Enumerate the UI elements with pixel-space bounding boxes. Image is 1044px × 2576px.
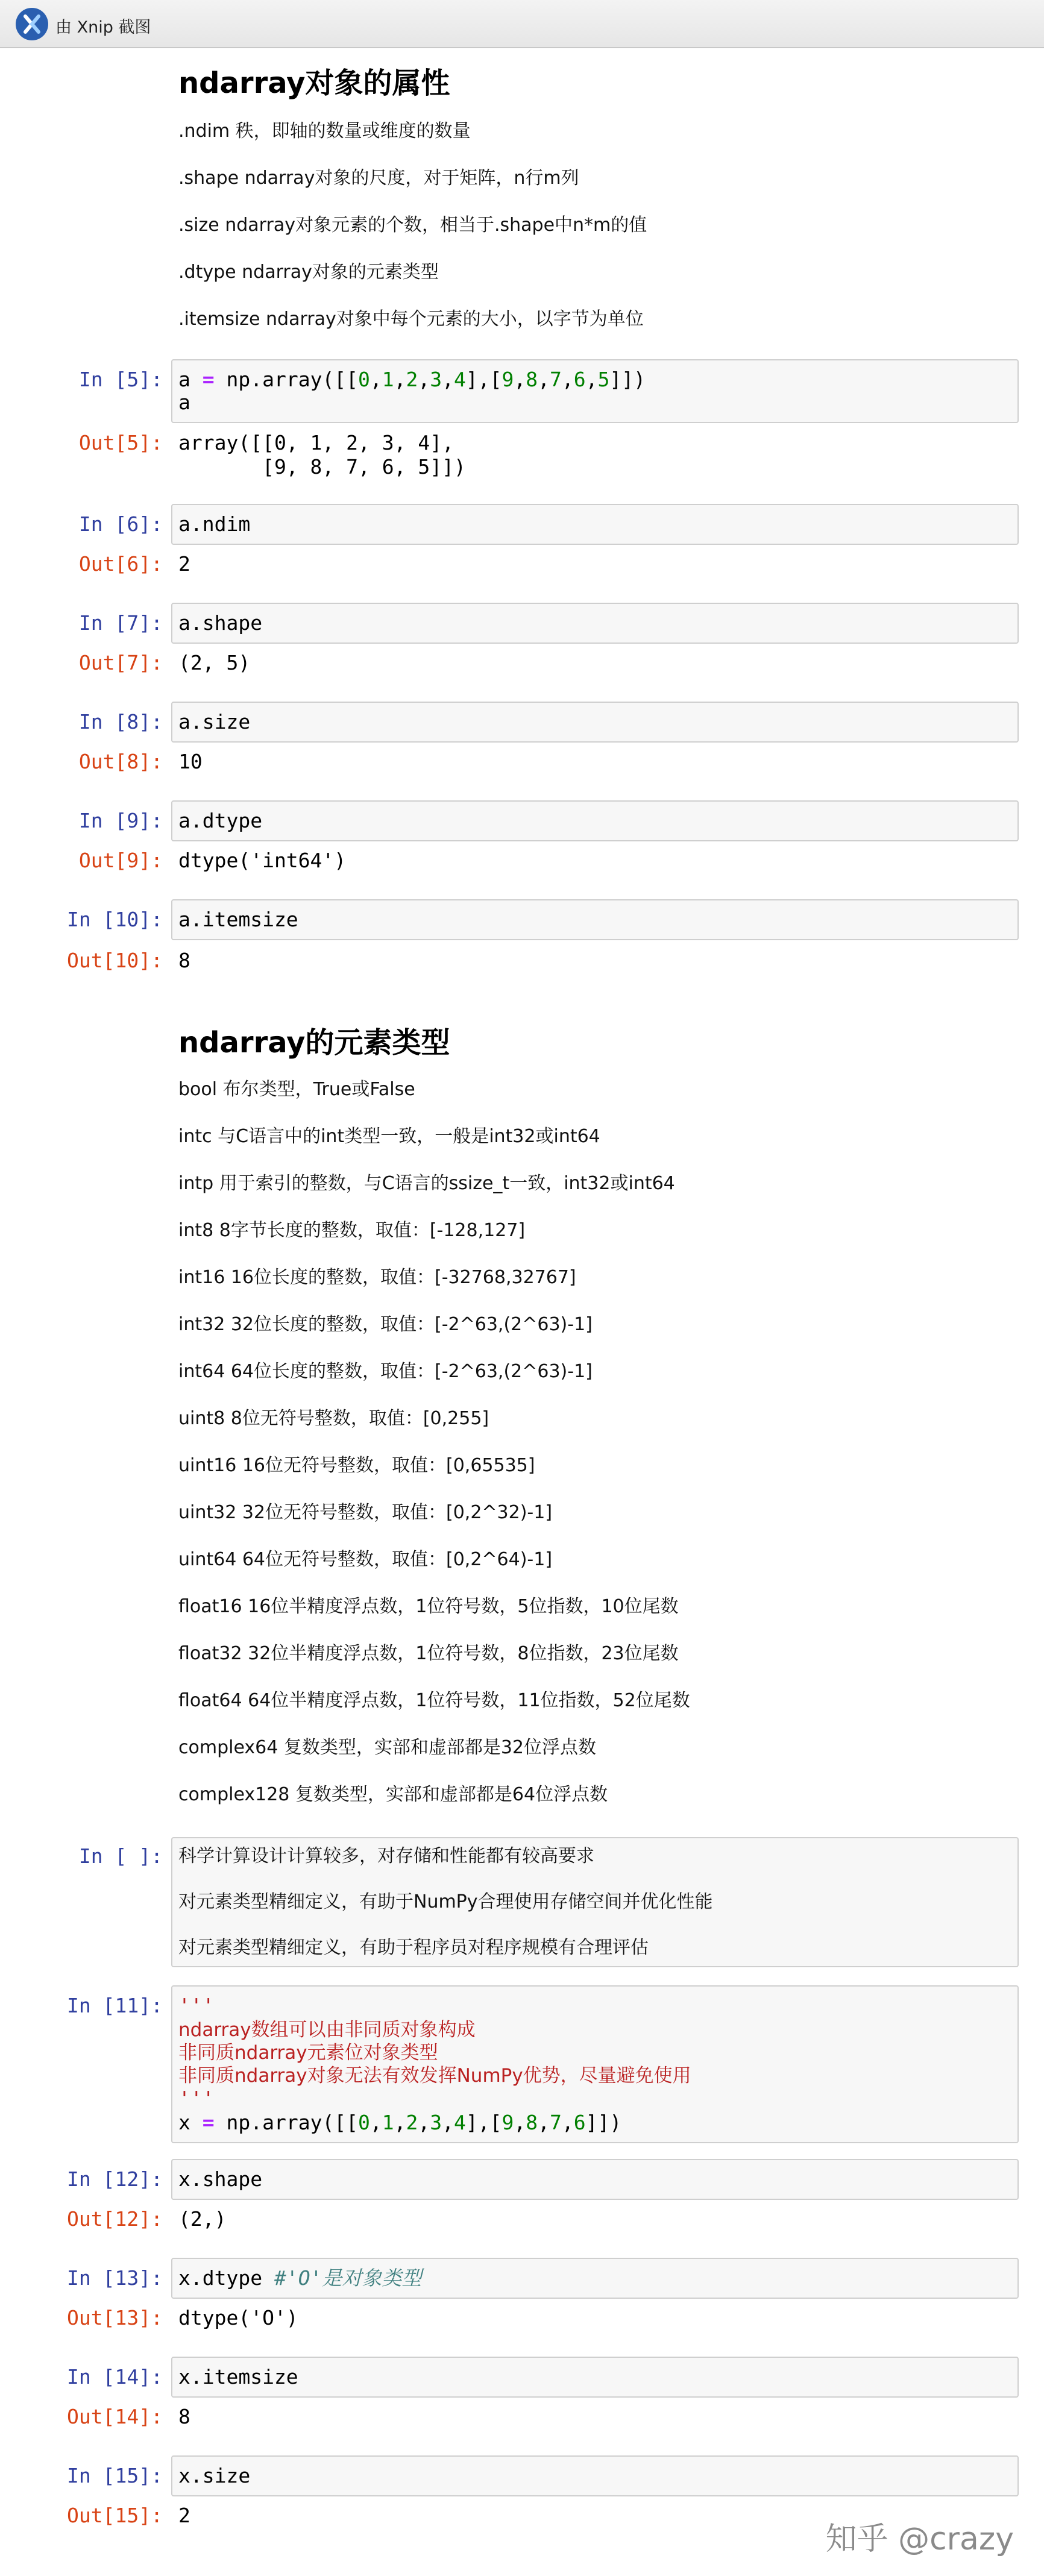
cell-output: dtype('O') bbox=[178, 2306, 298, 2329]
cell-output: (2,) bbox=[178, 2207, 227, 2231]
input-prompt: In [5]: bbox=[78, 368, 163, 391]
output-prompt: Out[13]: bbox=[67, 2306, 163, 2329]
input-prompt: In [11]: bbox=[67, 1994, 163, 2017]
input-prompt: In [9]: bbox=[78, 809, 163, 832]
code-cell-input[interactable] bbox=[171, 800, 1019, 841]
cell-output: 8 bbox=[178, 2405, 190, 2428]
code-cell-input[interactable] bbox=[171, 702, 1019, 743]
code-line: x.dtype #'O'是对象类型 bbox=[178, 2266, 422, 2290]
dtype-item: uint8 8位无符号整数，取值：[0,255] bbox=[178, 1408, 489, 1429]
output-prompt: Out[15]: bbox=[67, 2504, 163, 2527]
dtype-item: bool 布尔类型，True或False bbox=[178, 1079, 415, 1100]
docstring-line: 非同质ndarray对象无法有效发挥NumPy优势，尽量避免使用 bbox=[178, 2065, 691, 2087]
code-cell-input[interactable] bbox=[171, 2357, 1019, 2398]
input-prompt: In [12]: bbox=[67, 2167, 163, 2191]
output-prompt: Out[6]: bbox=[78, 552, 163, 576]
watermark: 知乎 @crazy bbox=[825, 2521, 1014, 2557]
dtype-item: intp 用于索引的整数，与C语言的ssize_t一致，int32或int64 bbox=[178, 1173, 675, 1194]
docstring-line: ndarray数组可以由非同质对象构成 bbox=[178, 2019, 476, 2041]
code-line: a.ndim bbox=[178, 512, 251, 536]
input-prompt: In [6]: bbox=[78, 512, 163, 536]
dtype-item: int64 64位长度的整数，取值：[-2^63,(2^63)-1] bbox=[178, 1361, 593, 1382]
output-prompt: Out[10]: bbox=[67, 949, 163, 972]
docstring-line: ''' bbox=[178, 2087, 215, 2110]
code-line: x = np.array([[0,1,2,3,4],[9,8,7,6]]) bbox=[178, 2111, 622, 2134]
cell-output: (2, 5) bbox=[178, 651, 251, 674]
input-prompt: In [8]: bbox=[78, 710, 163, 734]
dtype-item: uint64 64位无符号整数，取值：[0,2^64)-1] bbox=[178, 1549, 553, 1570]
code-line: a.size bbox=[178, 710, 251, 734]
code-cell-input[interactable] bbox=[171, 603, 1019, 644]
output-prompt: Out[9]: bbox=[78, 849, 163, 872]
docstring-line: ''' bbox=[178, 1994, 215, 2017]
cell-output: dtype('int64') bbox=[178, 849, 347, 872]
code-cell-input[interactable] bbox=[171, 504, 1019, 545]
output-prompt: Out[12]: bbox=[67, 2207, 163, 2231]
code-line: a = np.array([[0,1,2,3,4],[9,8,7,6,5]]) bbox=[178, 368, 646, 391]
input-prompt: In [14]: bbox=[67, 2365, 163, 2389]
window-titlebar bbox=[0, 0, 1044, 48]
raw-line: 对元素类型精细定义，有助于NumPy合理使用存储空间并优化性能 bbox=[178, 1891, 713, 1912]
dtype-item: float32 32位半精度浮点数，1位符号数，8位指数，23位尾数 bbox=[178, 1643, 679, 1664]
dtype-item: int16 16位长度的整数，取值：[-32768,32767] bbox=[178, 1267, 576, 1288]
input-prompt: In [13]: bbox=[67, 2266, 163, 2290]
raw-line: 科学计算设计计算较多，对存储和性能都有较高要求 bbox=[178, 1846, 594, 1867]
code-line: a bbox=[178, 391, 190, 414]
code-line: x.size bbox=[178, 2464, 251, 2487]
section-heading-attributes: ndarray对象的属性 bbox=[178, 66, 450, 100]
dtype-item: complex64 复数类型，实部和虚部都是32位浮点数 bbox=[178, 1737, 597, 1758]
code-cell-input[interactable] bbox=[171, 899, 1019, 940]
code-cell-input[interactable] bbox=[171, 2455, 1019, 2496]
cell-output: 2 bbox=[178, 552, 190, 576]
dtype-item: intc 与C语言中的int类型一致，一般是int32或int64 bbox=[178, 1126, 600, 1147]
code-line: x.itemsize bbox=[178, 2365, 298, 2389]
dtype-item: float64 64位半精度浮点数，1位符号数，11位指数，52位尾数 bbox=[178, 1690, 690, 1711]
section-heading-dtypes: ndarray的元素类型 bbox=[178, 1026, 450, 1060]
input-prompt: In [15]: bbox=[67, 2464, 163, 2487]
cell-output: array([[0, 1, 2, 3, 4], bbox=[178, 431, 454, 454]
docstring-line: 非同质ndarray元素位对象类型 bbox=[178, 2042, 438, 2064]
dtype-item: int8 8字节长度的整数，取值：[-128,127] bbox=[178, 1220, 526, 1241]
output-prompt: Out[5]: bbox=[78, 431, 163, 454]
window-title: 由 Xnip 截图 bbox=[55, 18, 151, 37]
dtype-item: complex128 复数类型，实部和虚部都是64位浮点数 bbox=[178, 1784, 608, 1805]
cell-output: 8 bbox=[178, 949, 190, 972]
xnip-app-icon bbox=[16, 8, 48, 40]
attribute-item: .shape ndarray对象的尺度，对于矩阵，n行m列 bbox=[178, 168, 579, 189]
dtype-item: float16 16位半精度浮点数，1位符号数，5位指数，10位尾数 bbox=[178, 1596, 679, 1617]
code-line: a.dtype bbox=[178, 809, 263, 832]
code-line: a.shape bbox=[178, 611, 263, 635]
dtype-item: uint32 32位无符号整数，取值：[0,2^32)-1] bbox=[178, 1502, 553, 1523]
code-line: x.shape bbox=[178, 2167, 263, 2191]
output-prompt: Out[8]: bbox=[78, 750, 163, 773]
input-prompt: In [10]: bbox=[67, 908, 163, 931]
code-cell-input[interactable] bbox=[171, 2159, 1019, 2200]
attribute-item: .size ndarray对象元素的个数，相当于.shape中n*m的值 bbox=[178, 215, 647, 236]
cell-output: [9, 8, 7, 6, 5]]) bbox=[178, 455, 466, 479]
attribute-item: .ndim 秩，即轴的数量或维度的数量 bbox=[178, 121, 471, 142]
attribute-item: .itemsize ndarray对象中每个元素的大小，以字节为单位 bbox=[178, 309, 644, 330]
cell-output: 10 bbox=[178, 750, 203, 773]
attribute-item: .dtype ndarray对象的元素类型 bbox=[178, 262, 439, 283]
raw-line: 对元素类型精细定义，有助于程序员对程序规模有合理评估 bbox=[178, 1937, 649, 1958]
input-prompt: In [ ]: bbox=[78, 1844, 163, 1868]
dtype-item: uint16 16位无符号整数，取值：[0,65535] bbox=[178, 1455, 535, 1476]
dtype-item: int32 32位长度的整数，取值：[-2^63,(2^63)-1] bbox=[178, 1314, 593, 1335]
input-prompt: In [7]: bbox=[78, 611, 163, 635]
output-prompt: Out[7]: bbox=[78, 651, 163, 674]
code-line: a.itemsize bbox=[178, 908, 298, 931]
cell-output: 2 bbox=[178, 2504, 190, 2527]
output-prompt: Out[14]: bbox=[67, 2405, 163, 2428]
